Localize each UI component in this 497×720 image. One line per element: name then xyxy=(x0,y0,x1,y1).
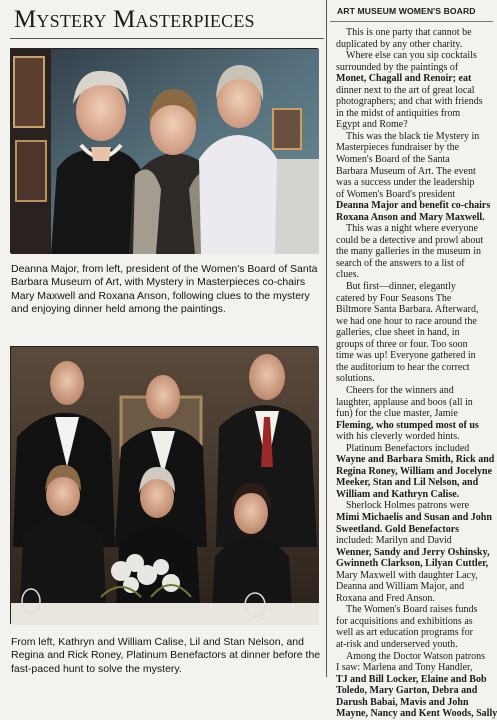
article-line: Masterpieces fundraiser by the xyxy=(336,142,460,154)
article-line: Darush Babai, Mavis and John xyxy=(336,696,469,708)
caption-line: fast-paced hunt to solve the mystery. xyxy=(11,662,182,675)
article-line: could be a detective and prowl about xyxy=(336,234,484,246)
column-body xyxy=(336,27,496,720)
article-line: TJ and Bill Locker, Elaine and Bob xyxy=(336,673,487,685)
article-line: duplicated by any other charity. xyxy=(336,38,463,50)
article-line: Toledo, Mary Garton, Debra and xyxy=(336,685,478,697)
article-line: This was the black tie Mystery in xyxy=(346,130,480,142)
article-line: Mary Maxwell with daughter Lacy, xyxy=(336,569,478,581)
column-title-rule xyxy=(330,21,493,22)
article-line: Barbara Museum of Art. The event xyxy=(336,165,476,177)
article-line: This was a night where everyone xyxy=(346,223,478,235)
article-line: galleries, clue sheet in hand, in xyxy=(336,327,460,339)
article-line: This is one party that cannot be xyxy=(346,27,472,38)
article-line: solutions. xyxy=(336,373,375,385)
article-line: time was up! Everyone gathered in xyxy=(336,350,476,362)
caption-line: From left, Kathryn and William Calise, Lil and Stan Nelson, and xyxy=(11,636,304,648)
article-line: for acquisitions and exhibitions as xyxy=(336,615,473,627)
article-line: Roxana and Fred Anson. xyxy=(336,592,435,604)
article-line: photographers; and chat with friends xyxy=(336,96,483,108)
article-line: Sweetland. Gold Benefactors xyxy=(336,523,460,535)
article-line: But first—dinner, elegantly xyxy=(346,281,456,293)
article-line: the auditorium to hear the correct xyxy=(336,361,470,373)
article-line: well as art education programs for xyxy=(336,627,473,639)
photo-board-president-and-co-chairs xyxy=(10,48,318,253)
caption-line: Regina and Rick Roney, Platinum Benefactors at dinner before the xyxy=(11,649,321,662)
article-line: The Women's Board raises funds xyxy=(346,604,478,616)
article-line: Where else can you sip cocktails xyxy=(346,50,477,62)
column-divider xyxy=(326,0,327,677)
article-line: Egypt and Rome? xyxy=(336,119,408,131)
article-line: at-risk and underserved youth. xyxy=(336,638,458,650)
article-line: was a success under the leadership xyxy=(336,177,475,189)
article-line: groups of three or four. Too soon xyxy=(336,338,468,350)
article-line: with his cleverly worded hints. xyxy=(336,431,460,443)
article-line: Deanna and William Major, and xyxy=(336,581,465,593)
article-line: dinner next to the art of great local xyxy=(336,84,475,96)
article-line: we had one hour to race around the xyxy=(336,315,477,327)
article-line: clues. xyxy=(336,269,360,281)
article-line: Mayne, Nancy and Kent Woods, Sally xyxy=(336,708,497,720)
article-line: laughter, applause and boos (all in xyxy=(336,396,473,408)
article-line: William and Kathryn Calise. xyxy=(336,488,460,500)
article-line: Mimi Michaelis and Susan and John xyxy=(336,511,492,523)
article-line: Platinum Benefactors included xyxy=(346,442,470,454)
caption-line: Barbara Museum of Art, with Mystery in Masterpieces co-chairs xyxy=(11,276,306,289)
article-line: catered by Four Seasons The xyxy=(336,292,452,304)
article-line: Regina Roney, William and Jocelyne xyxy=(336,465,493,477)
article-line: included: Marilyn and David xyxy=(336,535,452,547)
article-line: search of the answers to a list of xyxy=(336,257,465,269)
photo-2-caption xyxy=(11,636,320,676)
photo-1-caption xyxy=(11,263,317,316)
article-line: I saw: Marlena and Tony Handler, xyxy=(336,662,473,674)
article-line: the many galleries in the museum in xyxy=(336,246,481,258)
caption-line: and enjoying dinner held among the paintings. xyxy=(11,302,226,315)
article-line: Roxana Anson and Mary Maxwell. xyxy=(336,211,485,223)
headline: Mystery Masterpieces xyxy=(14,6,255,33)
article-line: Cheers for the winners and xyxy=(346,384,454,396)
article-line: Deanna Major and benefit co-chairs xyxy=(336,200,491,212)
article-line: Gwinneth Clarkson, Lilyan Cuttler, xyxy=(336,558,489,570)
caption-line: Mary Maxwell and Roxana Anson, following clues to the mystery xyxy=(11,289,310,302)
article-line: Women's Board of the Santa xyxy=(336,154,450,166)
article-line: Among the Doctor Watson patrons xyxy=(346,650,485,662)
headline-rule xyxy=(10,38,324,39)
article-line: Wayne and Barbara Smith, Rick and xyxy=(336,454,495,466)
article-line: of Women's Board's president xyxy=(336,188,455,200)
article-line: Biltmore Santa Barbara. Afterward, xyxy=(336,304,479,316)
article-line: Fleming, who stumped most of us xyxy=(336,419,479,431)
photo-1-image xyxy=(11,49,319,254)
column-header xyxy=(333,4,493,18)
article-line: Sherlock Holmes patrons were xyxy=(346,500,470,512)
article-line: in the midst of antiquities from xyxy=(336,107,461,119)
article-line: Meeker, Stan and Lil Nelson, and xyxy=(336,477,479,489)
column-title: ART MUSEUM WOMEN'S BOARD xyxy=(337,6,476,16)
photo-platinum-benefactors xyxy=(10,346,318,624)
caption-line: Deanna Major, from left, president of the Women's Board of Santa xyxy=(11,263,318,275)
article-line: Monet, Chagall and Renoir; eat xyxy=(336,73,472,85)
article-line: fun) for the clue master, Jamie xyxy=(336,408,458,420)
article-line: surrounded by the paintings of xyxy=(336,61,459,73)
photo-2-image xyxy=(11,347,319,625)
article-line: Wenner, Sandy and Jerry Oshinsky, xyxy=(336,546,490,558)
